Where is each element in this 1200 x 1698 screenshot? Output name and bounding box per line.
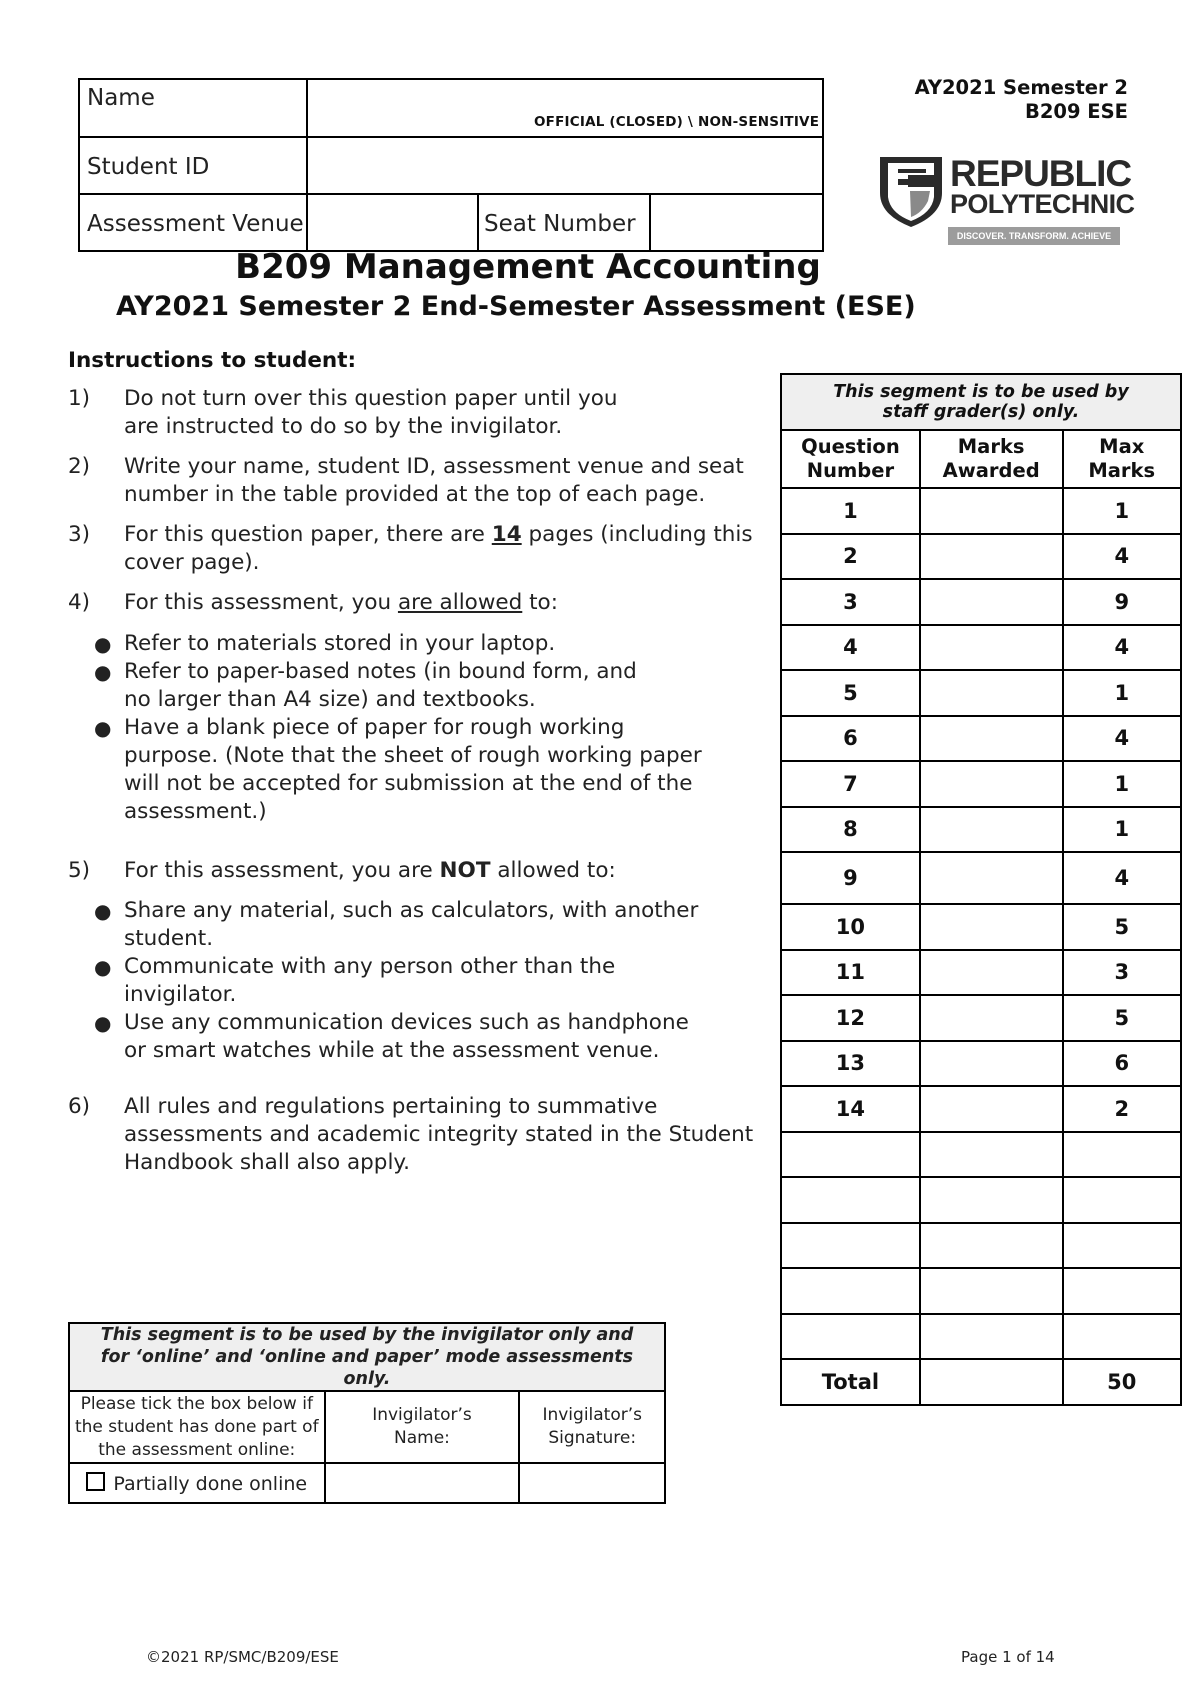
marks-row	[781, 852, 1181, 904]
republic-polytechnic-logo	[876, 153, 1135, 248]
question-number: 2	[781, 534, 920, 580]
header-semester: AY2021 Semester 2	[914, 76, 1128, 99]
marks-segment-note: This segment is to be used by staff grader(s) only.	[781, 374, 1181, 430]
instruction-6	[68, 1093, 758, 1183]
max-marks: 1	[1063, 670, 1182, 716]
marks-row	[781, 579, 1181, 625]
instruction-text: All rules and regulations pertaining to summative assessments and academic integrity stated in the Student Handbook shall also apply.	[124, 1094, 754, 1175]
header-code: B209 ESE	[1024, 100, 1128, 123]
marks-awarded-cell[interactable]	[920, 852, 1063, 904]
empty-cell	[920, 1268, 1063, 1314]
max-marks: 3	[1063, 950, 1182, 996]
marks-awarded-cell[interactable]	[920, 904, 1063, 950]
marks-awarded-cell[interactable]	[920, 488, 1063, 534]
page-subtitle: AY2021 Semester 2 End-Semester Assessment (ESE)	[116, 291, 916, 322]
name-label: Name	[87, 85, 155, 111]
marks-row	[781, 670, 1181, 716]
not-allowed-item: ● Use any communication devices such as handphone or smart watches while at the assessment venue.	[94, 1010, 689, 1063]
marks-awarded-cell[interactable]	[920, 807, 1063, 853]
question-number: 3	[781, 579, 920, 625]
partially-online-cell	[69, 1463, 325, 1503]
invigilator-name-label: Invigilator’s Name:	[325, 1391, 520, 1463]
logo-line2: POLYTECHNIC	[950, 189, 1135, 219]
invigilator-signature-field[interactable]	[519, 1463, 665, 1503]
student-id-field[interactable]	[312, 138, 822, 193]
logo-line1: REPUBLIC	[950, 153, 1132, 194]
max-marks: 2	[1063, 1086, 1182, 1132]
col-max-header: Max Marks	[1063, 430, 1182, 488]
instruction-number: 2)	[68, 454, 91, 479]
allowed-item: ● Refer to paper-based notes (in bound form, and no larger than A4 size) and textbooks.	[94, 659, 637, 712]
allowed-item: ● Refer to materials stored in your laptop.	[94, 631, 556, 656]
question-number: 11	[781, 950, 920, 996]
marks-row	[781, 904, 1181, 950]
seat-number-label: Seat Number	[484, 211, 636, 237]
instruction-number: 5)	[68, 858, 91, 883]
max-marks: 4	[1063, 852, 1182, 904]
invigilator-name-field[interactable]	[325, 1463, 520, 1503]
max-marks: 6	[1063, 1041, 1182, 1087]
marks-row-empty	[781, 1177, 1181, 1223]
question-number: 6	[781, 716, 920, 762]
empty-cell	[920, 1223, 1063, 1269]
max-marks: 5	[1063, 995, 1182, 1041]
marks-awarded-cell[interactable]	[920, 1041, 1063, 1087]
invigilator-signature-label: Invigilator’s Signature:	[519, 1391, 665, 1463]
empty-cell	[1063, 1132, 1182, 1178]
empty-cell	[781, 1223, 920, 1269]
instruction-4	[68, 589, 758, 619]
instruction-text: For this question paper, there are 14 pages (including this cover page).	[124, 522, 753, 575]
instructions-heading: Instructions to student:	[68, 348, 357, 373]
footer-copyright: ©2021 RP/SMC/B209/ESE	[146, 1648, 339, 1666]
instruction-text: For this assessment, you are NOT allowed to:	[124, 858, 616, 883]
marks-row	[781, 950, 1181, 996]
marks-row	[781, 1086, 1181, 1132]
not-allowed-item: ● Communicate with any person other than the invigilator.	[94, 954, 616, 1007]
question-number: 8	[781, 807, 920, 853]
empty-cell	[781, 1177, 920, 1223]
max-marks: 1	[1063, 807, 1182, 853]
assessment-venue-label: Assessment Venue	[87, 211, 304, 237]
marks-row-empty	[781, 1268, 1181, 1314]
empty-cell	[920, 1177, 1063, 1223]
invigilator-table	[68, 1322, 666, 1504]
marks-table	[780, 373, 1182, 1406]
empty-cell	[1063, 1268, 1182, 1314]
max-marks: 4	[1063, 716, 1182, 762]
logo-tagline: DISCOVER. TRANSFORM. ACHIEVE	[948, 227, 1120, 245]
marks-row	[781, 488, 1181, 534]
empty-cell	[1063, 1314, 1182, 1360]
marks-awarded-cell[interactable]	[920, 534, 1063, 580]
empty-cell	[781, 1132, 920, 1178]
allowed-item: ● Have a blank piece of paper for rough working purpose. (Note that the sheet of rough working paper will not be accepted for submission at the end of the assessment.)	[94, 715, 702, 824]
marks-awarded-cell[interactable]	[920, 625, 1063, 671]
marks-row	[781, 807, 1181, 853]
empty-cell	[1063, 1177, 1182, 1223]
marks-row-empty	[781, 1223, 1181, 1269]
question-number: 4	[781, 625, 920, 671]
col-awarded-header: Marks Awarded	[920, 430, 1063, 488]
instruction-number: 4)	[68, 590, 91, 615]
marks-awarded-cell[interactable]	[920, 995, 1063, 1041]
instruction-5	[68, 857, 758, 887]
instruction-1	[68, 385, 758, 445]
page-title: B209 Management Accounting	[235, 247, 821, 287]
empty-cell	[781, 1268, 920, 1314]
marks-awarded-cell[interactable]	[920, 1086, 1063, 1132]
marks-row-empty	[781, 1132, 1181, 1178]
marks-awarded-cell[interactable]	[920, 950, 1063, 996]
question-number: 13	[781, 1041, 920, 1087]
empty-cell	[920, 1132, 1063, 1178]
marks-row	[781, 1041, 1181, 1087]
page-count: 14	[491, 522, 522, 547]
instruction-3	[68, 521, 758, 581]
footer-page-number: Page 1 of 14	[961, 1648, 1055, 1666]
invigilator-segment-note: This segment is to be used by the invigilator only and for ‘online’ and ‘online and paper’ mode assessments only.	[69, 1323, 665, 1391]
empty-cell	[920, 1314, 1063, 1360]
tick-instruction: Please tick the box below if the student has done part of the assessment online:	[69, 1391, 325, 1463]
marks-awarded-cell[interactable]	[920, 761, 1063, 807]
marks-awarded-cell[interactable]	[920, 579, 1063, 625]
max-marks: 1	[1063, 761, 1182, 807]
question-number: 7	[781, 761, 920, 807]
total-awarded-cell[interactable]	[920, 1359, 1063, 1405]
max-marks: 1	[1063, 488, 1182, 534]
max-marks: 9	[1063, 579, 1182, 625]
total-label: Total	[781, 1359, 920, 1405]
empty-cell	[781, 1314, 920, 1360]
question-number: 10	[781, 904, 920, 950]
marks-row	[781, 625, 1181, 671]
student-info-table	[78, 78, 824, 252]
total-max: 50	[1063, 1359, 1182, 1405]
question-number: 12	[781, 995, 920, 1041]
question-number: 5	[781, 670, 920, 716]
marks-body	[781, 488, 1181, 1359]
instruction-text: Do not turn over this question paper until you are instructed to do so by the invigilator.	[124, 386, 618, 439]
partially-online-checkbox[interactable]	[86, 1472, 105, 1491]
marks-row	[781, 534, 1181, 580]
max-marks: 4	[1063, 534, 1182, 580]
marks-row	[781, 995, 1181, 1041]
instruction-number: 1)	[68, 386, 91, 411]
question-number: 9	[781, 852, 920, 904]
max-marks: 5	[1063, 904, 1182, 950]
marks-row	[781, 716, 1181, 762]
checkbox-label: Partially done online	[113, 1472, 308, 1495]
shield-icon	[876, 153, 946, 229]
instruction-2	[68, 453, 758, 513]
question-number: 1	[781, 488, 920, 534]
marks-row	[781, 761, 1181, 807]
classification-label: OFFICIAL (CLOSED) \ NON-SENSITIVE	[534, 114, 820, 130]
instruction-text: Write your name, student ID, assessment venue and seat number in the table provided at the top of each page.	[124, 454, 744, 507]
seat-number-field[interactable]	[655, 195, 821, 250]
empty-cell	[1063, 1223, 1182, 1269]
marks-awarded-cell[interactable]	[920, 670, 1063, 716]
instruction-number: 6)	[68, 1094, 91, 1119]
student-id-label: Student ID	[87, 154, 210, 180]
col-question-header: Question Number	[781, 430, 920, 488]
marks-row-empty	[781, 1314, 1181, 1360]
instruction-text: For this assessment, you are allowed to:	[124, 590, 558, 615]
assessment-venue-field[interactable]	[312, 195, 476, 250]
max-marks: 4	[1063, 625, 1182, 671]
instruction-number: 3)	[68, 522, 91, 547]
marks-awarded-cell[interactable]	[920, 716, 1063, 762]
not-allowed-item: ● Share any material, such as calculators, with another student.	[94, 898, 699, 951]
question-number: 14	[781, 1086, 920, 1132]
